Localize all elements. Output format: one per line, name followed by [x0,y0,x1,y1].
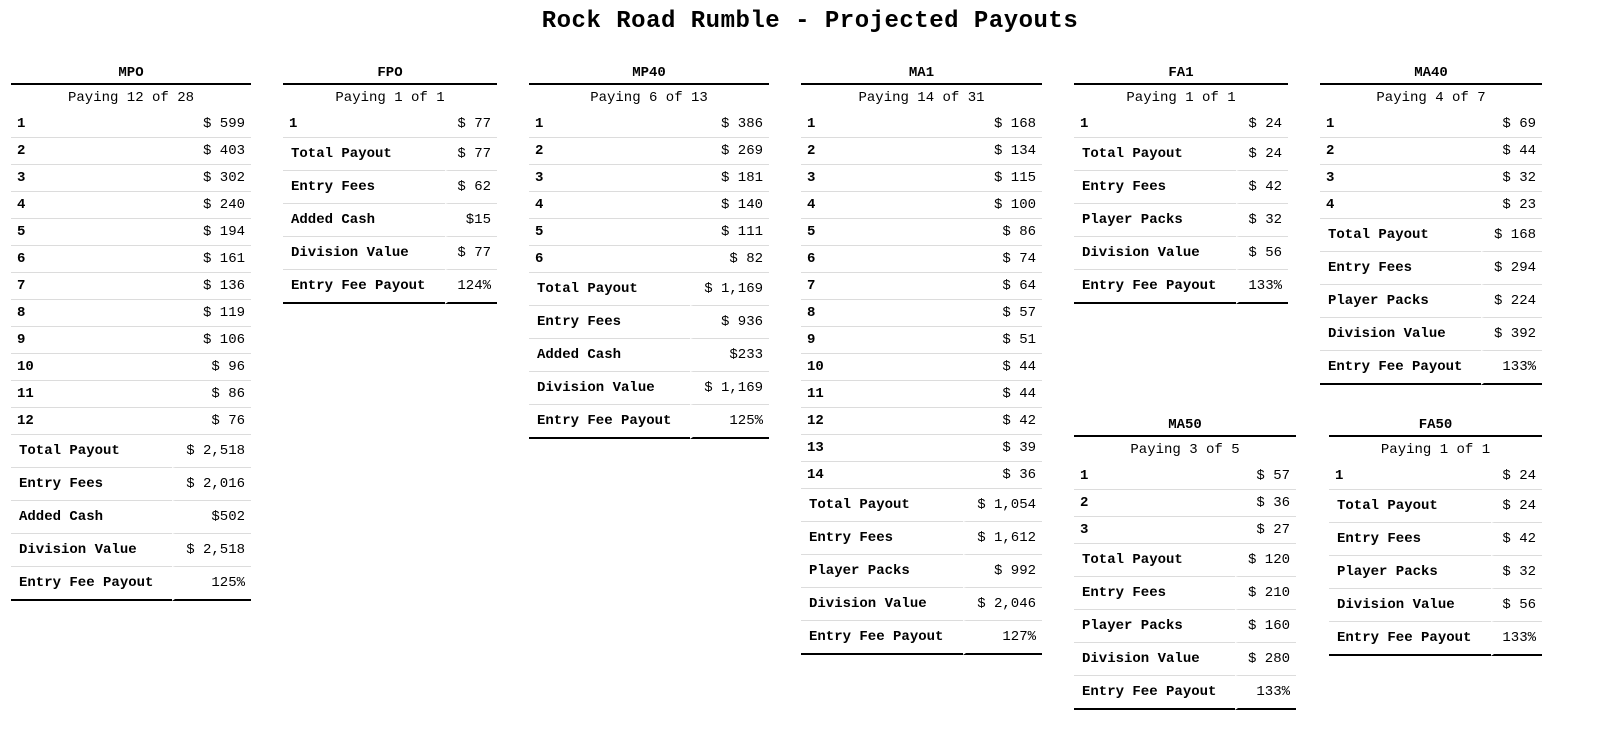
summary-value: $ 2,518 [172,435,251,468]
summary-value: $ 224 [1481,285,1542,318]
table-row [283,111,497,138]
place-number: 13 [801,435,885,462]
payout-amount: $ 57 [885,300,1042,327]
summary-value: $ 2,518 [172,534,251,567]
summary-value: 125% [690,405,769,439]
payout-amount: $ 82 [595,246,769,273]
place-number: 11 [801,381,885,408]
summary-value: $ 294 [1481,252,1542,285]
table-row [1320,192,1542,219]
summary-row [1320,252,1542,285]
payout-amount: $ 44 [885,354,1042,381]
division-ma50 [1074,415,1296,710]
summary-label: Division Value [11,534,172,567]
table-row [801,138,1042,165]
payout-amount: $ 240 [94,192,251,219]
summary-label: Entry Fee Payout [11,567,172,601]
summary-value: $ 24 [1236,138,1288,171]
table-row [1074,490,1296,517]
places-table [529,111,769,273]
summary-value: $233 [690,339,769,372]
summary-label: Player Packs [1320,285,1481,318]
summary-label: Entry Fees [11,468,172,501]
summary-value: $ 210 [1235,577,1296,610]
place-number: 4 [801,192,885,219]
table-row [529,138,769,165]
table-row [11,381,251,408]
summary-value: $ 24 [1491,490,1542,523]
payout-amount: $ 269 [595,138,769,165]
summary-label: Entry Fee Payout [1074,270,1236,304]
place-number: 3 [11,165,94,192]
summary-value: $ 1,169 [690,372,769,405]
division-mpo [11,63,251,601]
table-row [11,354,251,381]
payout-amount: $ 23 [1389,192,1542,219]
place-number: 2 [11,138,94,165]
division-name: MA40 [1320,63,1542,85]
summary-row [283,204,497,237]
table-row [11,138,251,165]
place-number: 3 [1320,165,1389,192]
summary-value: 124% [445,270,497,304]
table-row [11,111,251,138]
summary-label: Entry Fees [801,522,963,555]
summary-value: $ 77 [445,138,497,171]
summary-label: Total Payout [529,273,690,306]
division-mp40 [529,63,769,439]
place-number: 7 [11,273,94,300]
place-number: 2 [801,138,885,165]
division-fa1 [1074,63,1288,304]
summary-row [801,621,1042,655]
place-number: 4 [1320,192,1389,219]
place-number: 4 [529,192,595,219]
summary-value: $ 1,054 [963,489,1042,522]
summary-value: $ 56 [1491,589,1542,622]
table-row [801,300,1042,327]
summary-value: $ 168 [1481,219,1542,252]
place-number: 10 [801,354,885,381]
table-row [801,165,1042,192]
table-row [529,165,769,192]
summary-row [1329,556,1542,589]
places-table [801,111,1042,489]
payout-amount: $ 74 [885,246,1042,273]
summary-label: Player Packs [1329,556,1491,589]
summary-row [529,273,769,306]
summary-value: $ 120 [1235,544,1296,577]
summary-value: 133% [1236,270,1288,304]
table-row [1074,463,1296,490]
division-fpo [283,63,497,304]
paying-text: Paying 1 of 1 [1126,90,1236,106]
paying-text: Paying 1 of 1 [335,90,445,106]
place-number: 12 [11,408,94,435]
table-row [801,435,1042,462]
payout-amount: $ 86 [94,381,251,408]
summary-row [801,555,1042,588]
place-number: 11 [11,381,94,408]
summary-row [1074,577,1296,610]
table-row [1320,111,1542,138]
summary-row [11,534,251,567]
paying-text: Paying 6 of 13 [590,90,708,106]
summary-row [11,567,251,601]
summary-label: Division Value [1074,237,1236,270]
table-row [801,381,1042,408]
payout-amount: $ 42 [885,408,1042,435]
division-ma1 [801,63,1042,655]
summary-value: 133% [1235,676,1296,710]
summary-row [283,237,497,270]
summary-row [1329,490,1542,523]
place-number: 14 [801,462,885,489]
summary-row [283,138,497,171]
summary-table [529,273,769,439]
summary-row [1074,204,1288,237]
place-number: 1 [283,111,349,138]
payout-amount: $ 36 [1143,490,1296,517]
table-row [11,165,251,192]
table-row [11,327,251,354]
payout-amount: $ 39 [885,435,1042,462]
summary-table [1074,138,1288,304]
payout-amount: $ 599 [94,111,251,138]
division-name: MA1 [801,63,1042,85]
place-number: 1 [529,111,595,138]
summary-value: $ 160 [1235,610,1296,643]
summary-value: $ 2,016 [172,468,251,501]
table-row [11,192,251,219]
summary-table [283,138,497,304]
summary-value: $ 32 [1236,204,1288,237]
payout-amount: $ 36 [885,462,1042,489]
summary-row [1329,589,1542,622]
table-row [1320,165,1542,192]
place-number: 4 [11,192,94,219]
place-number: 5 [11,219,94,246]
place-number: 7 [801,273,885,300]
table-row [801,327,1042,354]
division-name: MP40 [529,63,769,85]
summary-label: Division Value [1329,589,1491,622]
summary-row [1074,237,1288,270]
payout-amount: $ 181 [595,165,769,192]
summary-row [283,270,497,304]
table-row [801,273,1042,300]
payout-amount: $ 168 [885,111,1042,138]
division-name: FA1 [1074,63,1288,85]
paying-text: Paying 4 of 7 [1376,90,1486,106]
table-row [1074,517,1296,544]
summary-table [1074,544,1296,710]
summary-label: Entry Fees [1320,252,1481,285]
table-row [529,111,769,138]
summary-label: Player Packs [801,555,963,588]
summary-row [801,588,1042,621]
payout-amount: $ 86 [885,219,1042,246]
payout-amount: $ 44 [885,381,1042,408]
payout-amount: $ 403 [94,138,251,165]
summary-row [11,435,251,468]
payout-amount: $ 302 [94,165,251,192]
place-number: 1 [1074,111,1140,138]
summary-label: Entry Fee Payout [529,405,690,439]
summary-label: Total Payout [801,489,963,522]
summary-label: Added Cash [11,501,172,534]
payout-amount: $ 32 [1389,165,1542,192]
payout-amount: $ 27 [1143,517,1296,544]
place-number: 9 [11,327,94,354]
place-number: 5 [529,219,595,246]
summary-row [1320,351,1542,385]
place-number: 1 [1074,463,1143,490]
summary-row [801,522,1042,555]
table-row [11,273,251,300]
summary-row [1074,270,1288,304]
paying-text: Paying 14 of 31 [858,90,985,106]
summary-value: $ 77 [445,237,497,270]
summary-label: Entry Fee Payout [1074,676,1235,710]
table-row [1074,111,1288,138]
payout-amount: $ 51 [885,327,1042,354]
summary-row [1074,544,1296,577]
summary-value: 133% [1481,351,1542,385]
summary-label: Entry Fees [1074,171,1236,204]
place-number: 1 [1320,111,1389,138]
payout-amount: $ 161 [94,246,251,273]
table-row [801,408,1042,435]
table-row [529,246,769,273]
summary-row [1329,622,1542,656]
place-number: 2 [1320,138,1389,165]
summary-row [1320,318,1542,351]
summary-value: 133% [1491,622,1542,656]
summary-row [529,405,769,439]
place-number: 6 [529,246,595,273]
payout-amount: $ 57 [1143,463,1296,490]
place-number: 6 [801,246,885,273]
places-table [1074,463,1296,544]
table-row [1329,463,1542,490]
place-number: 1 [801,111,885,138]
table-row [801,354,1042,381]
summary-table [11,435,251,601]
payout-amount: $ 119 [94,300,251,327]
summary-row [1074,610,1296,643]
summary-row [1074,171,1288,204]
summary-label: Added Cash [529,339,690,372]
place-number: 3 [1074,517,1143,544]
summary-value: $ 62 [445,171,497,204]
summary-row [801,489,1042,522]
summary-label: Player Packs [1074,204,1236,237]
summary-label: Player Packs [1074,610,1235,643]
summary-label: Division Value [1074,643,1235,676]
summary-label: Total Payout [283,138,445,171]
summary-label: Entry Fees [283,171,445,204]
place-number: 8 [801,300,885,327]
division-name: FA50 [1329,415,1542,437]
place-number: 5 [801,219,885,246]
places-table [1329,463,1542,490]
summary-value: $ 42 [1491,523,1542,556]
summary-row [1074,676,1296,710]
payout-amount: $ 140 [595,192,769,219]
place-number: 1 [11,111,94,138]
summary-row [1320,219,1542,252]
summary-label: Division Value [283,237,445,270]
summary-value: $ 56 [1236,237,1288,270]
payout-amount: $ 134 [885,138,1042,165]
summary-row [529,339,769,372]
summary-label: Entry Fees [529,306,690,339]
table-row [1320,138,1542,165]
summary-label: Entry Fees [1329,523,1491,556]
division-name: MA50 [1074,415,1296,437]
table-row [801,192,1042,219]
table-row [11,219,251,246]
place-number: 12 [801,408,885,435]
summary-table [1329,490,1542,656]
division-ma40 [1320,63,1542,385]
summary-value: $ 42 [1236,171,1288,204]
place-number: 6 [11,246,94,273]
paying-text: Paying 12 of 28 [67,90,195,106]
table-row [801,246,1042,273]
summary-table [1320,219,1542,385]
payout-amount: $ 24 [1395,463,1542,490]
summary-label: Entry Fee Payout [1329,622,1491,656]
table-row [801,462,1042,489]
payout-amount: $ 136 [94,273,251,300]
summary-value: $15 [445,204,497,237]
summary-row [283,171,497,204]
table-row [529,219,769,246]
summary-value: 125% [172,567,251,601]
places-table [1074,111,1288,138]
place-number: 1 [1329,463,1395,490]
places-table [283,111,497,138]
summary-value: $ 936 [690,306,769,339]
payout-amount: $ 24 [1140,111,1288,138]
summary-value: $ 1,169 [690,273,769,306]
summary-label: Total Payout [1074,544,1235,577]
summary-row [11,468,251,501]
division-name: FPO [283,63,497,85]
summary-label: Division Value [529,372,690,405]
page-title: Rock Road Rumble - Projected Payouts [541,8,1079,35]
summary-row [11,501,251,534]
summary-value: $502 [172,501,251,534]
summary-value: 127% [963,621,1042,655]
summary-row [1329,523,1542,556]
summary-label: Division Value [1320,318,1481,351]
payout-amount: $ 69 [1389,111,1542,138]
paying-text: Paying 3 of 5 [1130,442,1240,458]
table-row [801,219,1042,246]
payout-amount: $ 44 [1389,138,1542,165]
summary-row [1320,285,1542,318]
summary-label: Entry Fees [1074,577,1235,610]
payout-amount: $ 77 [349,111,497,138]
payout-amount: $ 194 [94,219,251,246]
summary-row [1074,643,1296,676]
summary-label: Entry Fee Payout [1320,351,1481,385]
division-name: MPO [11,63,251,85]
place-number: 2 [1074,490,1143,517]
payout-amount: $ 115 [885,165,1042,192]
summary-label: Entry Fee Payout [283,270,445,304]
table-row [801,111,1042,138]
place-number: 3 [801,165,885,192]
payout-amount: $ 64 [885,273,1042,300]
payout-amount: $ 100 [885,192,1042,219]
payout-amount: $ 96 [94,354,251,381]
summary-label: Total Payout [1320,219,1481,252]
summary-value: $ 392 [1481,318,1542,351]
paying-text: Paying 1 of 1 [1380,442,1491,458]
summary-table [801,489,1042,655]
place-number: 9 [801,327,885,354]
summary-label: Total Payout [11,435,172,468]
table-row [529,192,769,219]
summary-value: $ 280 [1235,643,1296,676]
payout-amount: $ 76 [94,408,251,435]
summary-label: Added Cash [283,204,445,237]
summary-value: $ 32 [1491,556,1542,589]
table-row [11,408,251,435]
summary-label: Division Value [801,588,963,621]
summary-value: $ 1,612 [963,522,1042,555]
summary-value: $ 992 [963,555,1042,588]
places-table [11,111,251,435]
place-number: 3 [529,165,595,192]
payout-amount: $ 386 [595,111,769,138]
summary-label: Entry Fee Payout [801,621,963,655]
payout-amount: $ 106 [94,327,251,354]
summary-label: Total Payout [1329,490,1491,523]
place-number: 8 [11,300,94,327]
table-row [11,300,251,327]
places-table [1320,111,1542,219]
summary-value: $ 2,046 [963,588,1042,621]
summary-row [529,372,769,405]
summary-row [1074,138,1288,171]
summary-label: Total Payout [1074,138,1236,171]
payout-amount: $ 111 [595,219,769,246]
place-number: 10 [11,354,94,381]
summary-row [529,306,769,339]
division-fa50 [1329,415,1542,656]
table-row [11,246,251,273]
place-number: 2 [529,138,595,165]
